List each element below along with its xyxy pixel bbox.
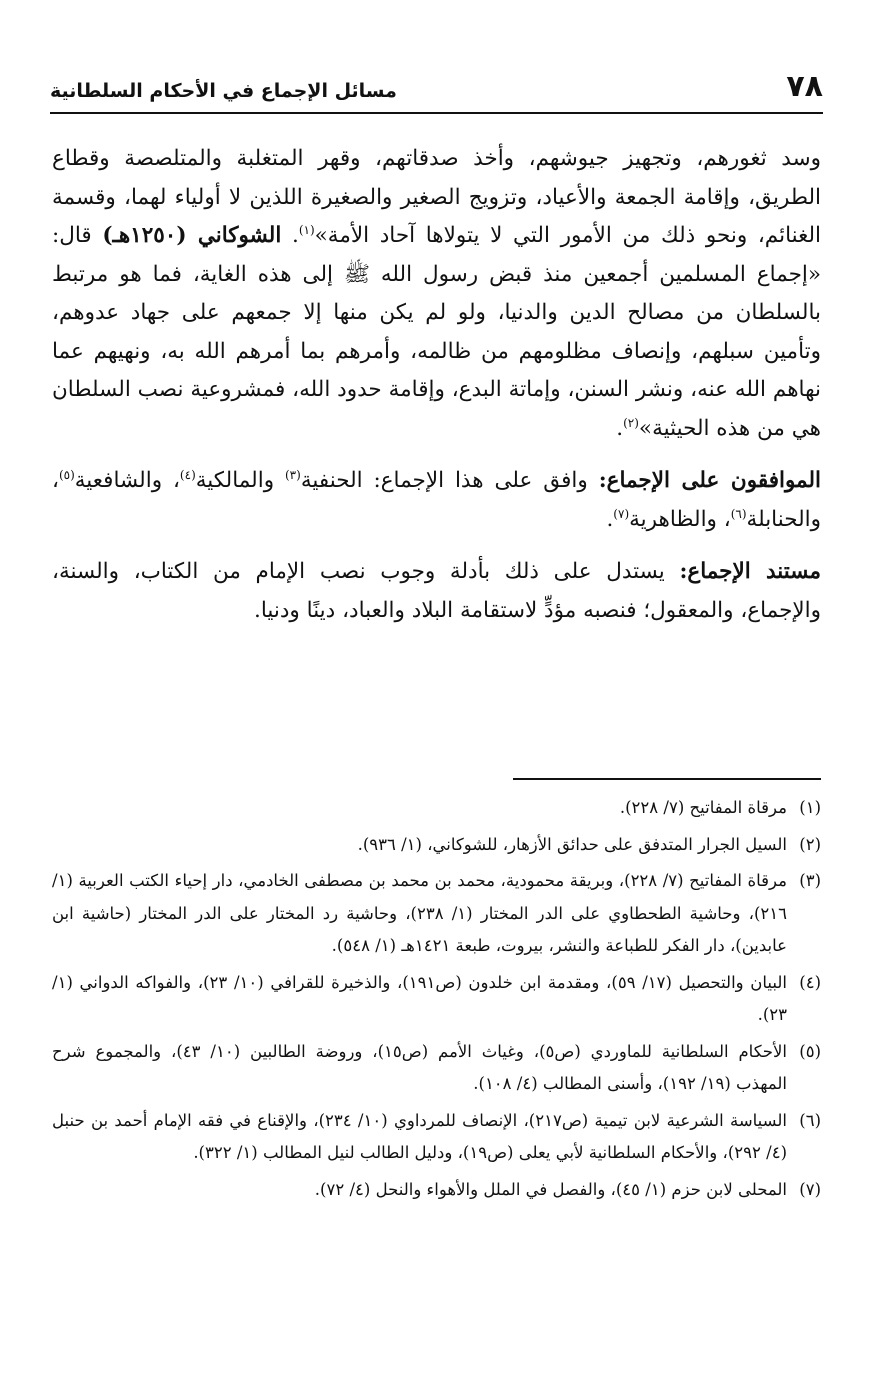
footnote-number: (١) [799, 798, 821, 817]
text-run: ، والحنابلة [52, 468, 821, 532]
footnote-ref: (٦) [730, 506, 747, 521]
footnote-number: (٦) [799, 1110, 821, 1130]
text-run: والمالكية [195, 468, 285, 493]
footnote-text: السيل الجرار المتدفق على حدائق الأزهار، للشوكاني، (١/ ٩٣٦). [357, 834, 787, 854]
text-run: يستدل على ذلك بأدلة وجوب نصب الإمام من الكتاب، والسنة، والإجماع، والمعقول؛ فنصبه مؤدٍّ لاستقامة البلاد والعباد، دينًا ودنيا. [52, 559, 821, 623]
text-run: . [281, 223, 299, 248]
footnote-ref: (٣) [284, 467, 301, 482]
footnote-number: (٤) [799, 972, 821, 992]
footnote-text: مرقاة المفاتيح (٧/ ٢٢٨). [619, 798, 787, 817]
footnote-text: البيان والتحصيل (١٧/ ٥٩)، ومقدمة ابن خلدون (ص١٩١)، والذخيرة للقرافي (١٠/ ٢٣)، والفواكه الدواني (١/ ٢٣). [52, 972, 788, 1024]
text-run: وسد ثغورهم، وتجهيز جيوشهم، وأخذ صدقاتهم، وقهر المتغلبة والمتلصصة وقطاع الطريق، وإقامة الجمعة والأعياد، وتزويج الصغير والصغيرة اللذين لا أولياء لهما، وقسمة الغنائم، ونحو ذلك من الأمور التي لا يتولاها آحاد الأمة» [52, 146, 822, 248]
footnote-text: السياسة الشرعية لابن تيمية (ص٢١٧)، الإنصاف للمرداوي (١٠/ ٢٣٤)، والإقناع في فقه الإمام أحمد بن حنبل (٤/ ٢٩٢)، والأحكام السلطانية لأبي يعلى (ص١٩)، ودليل الطالب لنيل المطالب (١/ ٣٢٢). [52, 1110, 787, 1162]
text-run: قال: «إجماع المسلمين أجمعين منذ قبض رسول الله ﷺ إلى هذه الغاية، فما هو مرتبط بالسلطان من مصالح الدين والدنيا، ولو لم يكن منها إلا جمعهم على جهاد عدوهم، وتأمين سبلهم، وإنصاف مظلومهم من ظالمه، وأمرهم بما أمرهم الله به، ونهيهم عما نهاهم الله عنه، ونشر السنن، وإماتة البدع، وإقامة حدود الله، فمشروعية نصب السلطان هي من هذه الحيثية» [52, 223, 821, 441]
footnote-item [52, 1174, 821, 1207]
footnote-item [52, 865, 821, 963]
footnote-item [52, 829, 821, 862]
footnote-item [52, 1036, 821, 1101]
text-run: . [606, 506, 614, 532]
running-title: مسائل الإجماع في الأحكام السلطانية [50, 80, 397, 102]
scholar-name: الشوكاني (١٢٥٠هـ) [102, 223, 282, 248]
text-run: ، والظاهرية [629, 506, 731, 532]
page-number: ٧٨ [786, 69, 823, 104]
footnote-ref: (٥) [58, 467, 75, 482]
footnote-ref: (١) [298, 222, 315, 237]
text-run: وافق على هذا الإجماع: الحنفية [300, 468, 599, 493]
footnote-number: (٢) [799, 834, 821, 854]
footnote-item [52, 967, 821, 1032]
footnote-item [52, 1105, 821, 1170]
text-run: . [616, 415, 624, 441]
paragraph-agreeing-schools [52, 462, 821, 539]
main-text [52, 140, 821, 644]
section-lead-agreeing: الموافقون على الإجماع: [598, 468, 822, 493]
footnote-text: الأحكام السلطانية للماوردي (ص٥)، وغياث الأمم (ص١٥)، وروضة الطالبين (١٠/ ٤٣)، والمجموع شرح المهذب (١٩/ ١٩٢)، وأسنى المطالب (٤/ ١٠٨). [52, 1041, 787, 1093]
running-header [50, 62, 823, 114]
paragraph-basis [52, 553, 821, 630]
footnote-ref: (٧) [613, 506, 630, 521]
footnotes [52, 792, 821, 1210]
footnote-number: (٥) [799, 1041, 821, 1061]
footnote-number: (٧) [799, 1179, 821, 1199]
text-run: ، والشافعية [74, 468, 180, 493]
footnote-ref: (٤) [179, 467, 196, 482]
footnote-divider [513, 778, 821, 780]
footnote-ref: (٢) [623, 415, 639, 430]
footnote-text: مرقاة المفاتيح (٧/ ٢٢٨)، وبريقة محمودية، محمد بن محمد بن مصطفى الخادمي، دار إحياء الكتب العربية (١/ ٢١٦)، وحاشية الطحطاوي على الدر المختار (١/ ٢٣٨)، وحاشية رد المختار على الدر المختار (حاشية ابن عابدين)، دار الفكر للطباعة والنشر، بيروت، طبعة ١٤٢١هـ (١/ ٥٤٨). [52, 871, 787, 955]
footnote-number: (٣) [799, 871, 821, 890]
section-lead-basis: مستند الإجماع: [679, 559, 821, 584]
paragraph-ijma-quote [52, 140, 821, 448]
footnote-item [52, 792, 821, 825]
footnote-text: المحلى لابن حزم (١/ ٤٥)، والفصل في الملل والأهواء والنحل (٤/ ٧٢). [314, 1179, 787, 1199]
